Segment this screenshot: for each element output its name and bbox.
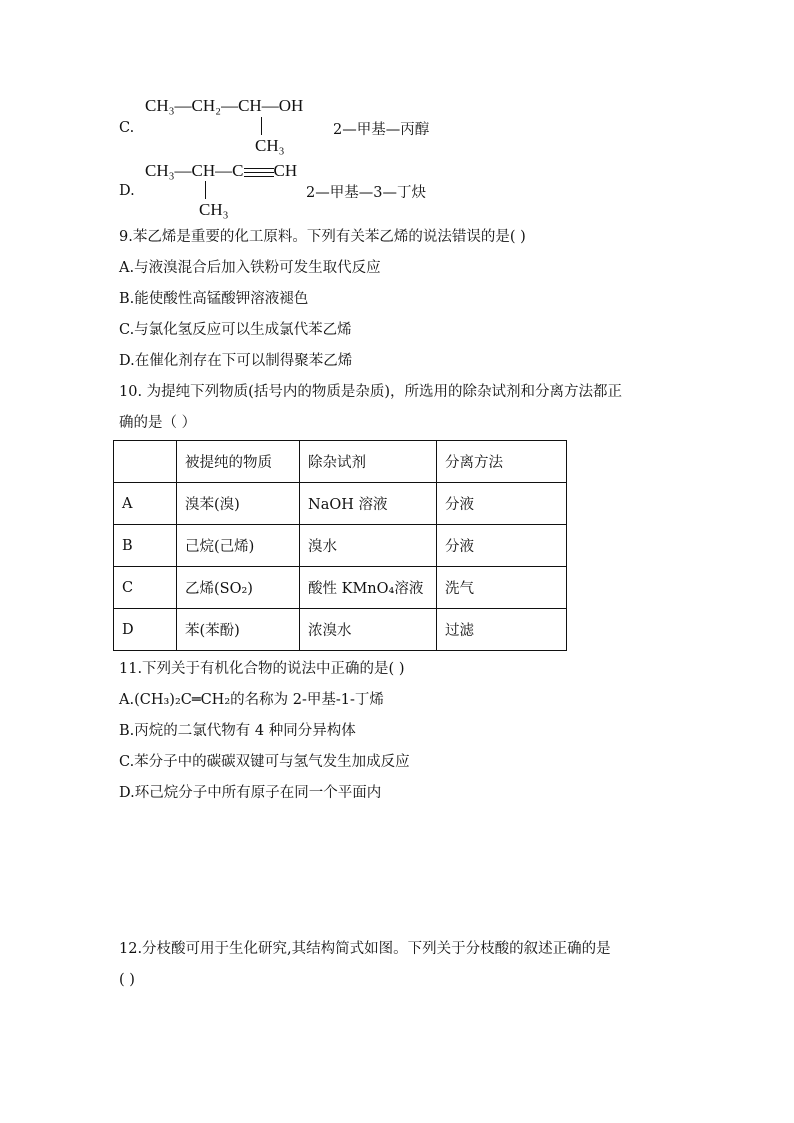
- table-cell: 分液: [437, 525, 567, 567]
- question-11-stem: 11.下列关于有机化合物的说法中正确的是( ): [119, 661, 405, 677]
- question-9-option-d: D.在催化剂存在下可以制得聚苯乙烯: [119, 353, 353, 369]
- question-11-option-b: B.丙烷的二氯代物有 4 种同分异构体: [119, 723, 356, 739]
- question-10-stem-line1: 10. 为提纯下列物质(括号内的物质是杂质)，所选用的除杂试剂和分离方法都正: [119, 384, 622, 400]
- option-d-name: 2—甲基—3—丁炔: [306, 185, 426, 201]
- option-c-structure-branch: CH₃: [255, 136, 285, 155]
- table-header-row: [114, 441, 567, 483]
- option-d-structure-branch: CH₃: [199, 200, 229, 219]
- table-cell: 己烷(己烯): [177, 525, 300, 567]
- table-cell: B: [114, 525, 177, 567]
- purification-table: [113, 440, 567, 651]
- table-header-cell: 除杂试剂: [300, 441, 437, 483]
- table-row: [114, 525, 567, 567]
- table-header-cell: 分离方法: [437, 441, 567, 483]
- question-9-option-c: C.与氯化氢反应可以生成氯代苯乙烯: [119, 322, 352, 338]
- table-cell: C: [114, 567, 177, 609]
- option-d-structure-right: CH: [273, 161, 298, 180]
- option-c-structure-main: CH₃—CH₂—CH—OH: [145, 96, 304, 115]
- question-9-stem: 9.苯乙烯是重要的化工原料。下列有关苯乙烯的说法错误的是( ): [119, 229, 526, 245]
- table-cell: 苯(苯酚): [177, 609, 300, 651]
- table-cell: 溴水: [300, 525, 437, 567]
- table-header-cell: 被提纯的物质: [177, 441, 300, 483]
- table-cell: A: [114, 483, 177, 525]
- table-cell: 过滤: [437, 609, 567, 651]
- table-cell: 酸性 KMnO₄溶液: [300, 567, 437, 609]
- option-c-letter: C.: [119, 120, 135, 136]
- table-row: [114, 567, 567, 609]
- table-cell: 乙烯(SO₂): [177, 567, 300, 609]
- table-cell: D: [114, 609, 177, 651]
- table-cell: 分液: [437, 483, 567, 525]
- question-12-stem-line2: ( ): [119, 972, 135, 988]
- question-11-option-a: A.(CH₃)₂C═CH₂的名称为 2-甲基-1-丁烯: [119, 692, 384, 708]
- option-d-structure-main: [145, 161, 297, 181]
- question-11-option-c: C.苯分子中的碳碳双键可与氢气发生加成反应: [119, 754, 410, 770]
- table-cell: 洗气: [437, 567, 567, 609]
- table-header-cell: [114, 441, 177, 483]
- table-row: [114, 609, 567, 651]
- table-cell: 浓溴水: [300, 609, 437, 651]
- question-9-option-a: A.与液溴混合后加入铁粉可发生取代反应: [119, 260, 381, 276]
- table-cell: NaOH 溶液: [300, 483, 437, 525]
- option-d-branch-bond: [205, 181, 206, 199]
- question-12-stem-line1: 12.分枝酸可用于生化研究,其结构简式如图。下列关于分枝酸的叙述正确的是: [119, 941, 611, 957]
- table-cell: 溴苯(溴): [177, 483, 300, 525]
- triple-bond: [244, 166, 274, 178]
- option-c-branch-bond: [261, 117, 262, 135]
- question-9-option-b: B.能使酸性高锰酸钾溶液褪色: [119, 291, 309, 307]
- question-11-option-d: D.环己烷分子中所有原子在同一个平面内: [119, 785, 382, 801]
- option-d-structure-left: CH₃—CH—C: [145, 161, 244, 180]
- table-row: [114, 483, 567, 525]
- option-d-letter: D.: [119, 183, 135, 199]
- option-c-name: 2—甲基—丙醇: [333, 122, 430, 138]
- question-10-stem-line2: 确的是（ ）: [119, 415, 197, 431]
